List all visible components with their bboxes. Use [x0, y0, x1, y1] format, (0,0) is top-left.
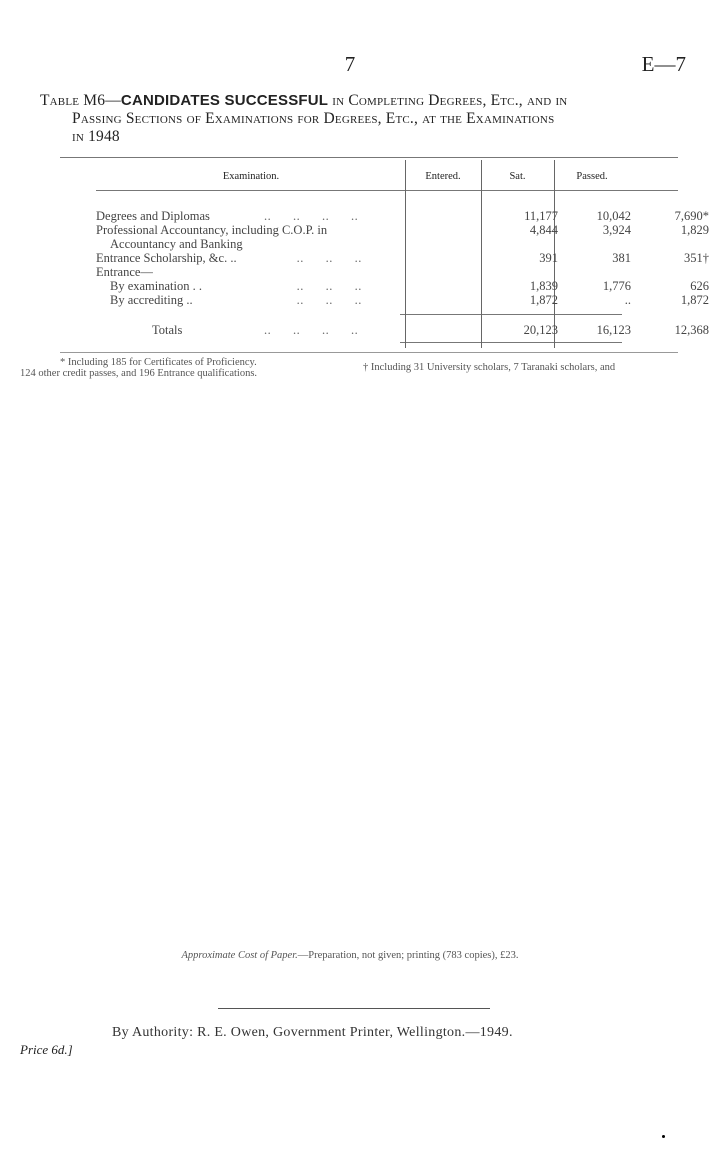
cost-note-label: Approximate Cost of Paper. — [181, 950, 298, 961]
authority-rule — [218, 1008, 490, 1009]
footnote-star-line-1: * Including 185 for Certificates of Proficiency. — [60, 357, 257, 368]
row-entered: 1,839 — [529, 279, 558, 293]
header-passed: Passed. — [576, 171, 608, 182]
row-passed: 1,829 — [680, 223, 709, 237]
page-code: E—7 — [641, 52, 686, 76]
cost-note — [0, 950, 700, 961]
title-rest: in Completing Degrees, Etc., and in — [328, 92, 568, 109]
cost-note-text: —Preparation, not given; printing (783 copies), £23. — [297, 950, 519, 961]
row-sat: 3,924 — [602, 223, 631, 237]
row-leader-dots: .. .. .. .. — [264, 323, 359, 337]
row-passed: 351† — [684, 251, 709, 265]
totals-rule-top — [400, 314, 622, 315]
table-label: Table M6 — [40, 92, 106, 109]
row-entered: 11,177 — [524, 209, 558, 223]
row-label: Professional Accountancy, including C.O.P. in — [96, 223, 328, 237]
row-label: Accountancy and Banking — [110, 237, 243, 251]
row-label: By accrediting .. — [110, 293, 193, 307]
totals-rule-bottom — [400, 342, 622, 343]
row-passed: 7,690* — [674, 209, 709, 223]
table-row-by-examination — [96, 279, 709, 293]
row-label: Entrance— — [96, 265, 153, 279]
row-label: Degrees and Diplomas — [96, 209, 210, 223]
header-sat: Sat. — [509, 171, 526, 182]
footnote-dagger: † Including 31 University scholars, 7 Taranaki scholars, and — [363, 362, 616, 373]
row-sat: .. — [624, 293, 631, 307]
row-label: Entrance Scholarship, &c. .. — [96, 251, 237, 265]
table-title — [40, 92, 688, 146]
price: Price 6d.] — [20, 1042, 73, 1057]
row-entered: 391 — [539, 251, 558, 265]
header-examination: Examination. — [222, 171, 280, 182]
footnote-star — [20, 357, 257, 379]
totals-label: Totals — [152, 323, 183, 337]
row-passed: 626 — [690, 279, 709, 293]
totals-entered: 20,123 — [523, 323, 558, 337]
row-leader-dots: .. .. .. .. — [264, 209, 359, 223]
header-entered: Entered. — [425, 171, 461, 182]
table-row-entrance — [96, 265, 636, 278]
table-row-degrees — [96, 209, 709, 223]
page-number: 7 — [344, 52, 356, 76]
row-leader-dots: .. .. .. — [264, 293, 362, 307]
title-separator: — — [105, 92, 121, 109]
table-top-rule — [60, 157, 678, 158]
title-bold: CANDIDATES SUCCESSFUL — [120, 92, 329, 109]
row-leader-dots: .. .. .. — [264, 251, 362, 265]
totals-passed: 12,368 — [674, 323, 709, 337]
table-row-by-accrediting — [96, 293, 709, 307]
row-leader-dots: .. .. .. — [264, 279, 362, 293]
header-rule — [96, 190, 678, 191]
footnote-star-line-2: 124 other credit passes, and 196 Entrance qualifications. — [20, 368, 258, 379]
totals-sat: 16,123 — [596, 323, 631, 337]
title-line-2: Passing Sections of Examinations for Degrees, Etc., at the Examinations — [72, 110, 555, 127]
table-row-accountancy-cont — [96, 237, 636, 250]
row-entered: 4,844 — [529, 223, 558, 237]
row-entered: 1,872 — [529, 293, 558, 307]
row-sat: 381 — [612, 251, 631, 265]
title-line-3: in 1948 — [72, 128, 120, 145]
row-label: By examination . . — [110, 279, 202, 293]
table-row-entrance-scholarship — [96, 251, 709, 265]
authority-line: By Authority: R. E. Owen, Government Printer, Wellington.—1949. — [112, 1025, 513, 1040]
row-sat: 1,776 — [602, 279, 631, 293]
row-sat: 10,042 — [596, 209, 631, 223]
table-row-accountancy — [96, 223, 709, 237]
table-row-totals — [96, 323, 709, 337]
table-bottom-rule — [60, 352, 678, 353]
row-passed: 1,872 — [680, 293, 709, 307]
print-mark — [662, 1135, 665, 1138]
